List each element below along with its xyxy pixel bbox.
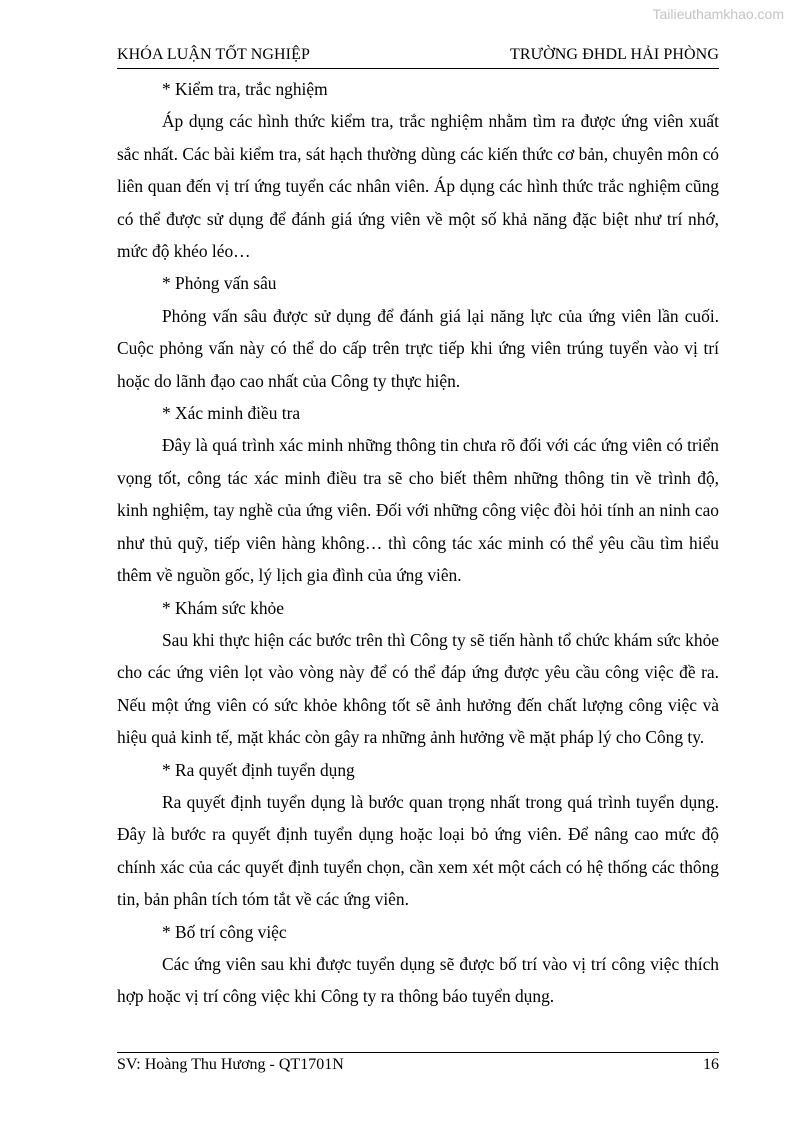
- section-heading: * Ra quyết định tuyển dụng: [162, 759, 355, 780]
- section-paragraph: Áp dụng các hình thức kiểm tra, trắc nghiệm nhằm tìm ra được ứng viên xuất sắc nhất. Các bài kiểm tra, sát hạch thường dùng các kiến thức cơ bản, chuyên môn có liên quan đến vị trí ứng tuyển các nhân viên. Áp dụng các hình thức trắc nghiệm cũng có thể được sử dụng để đánh giá ứng viên về một số khả năng đặc biệt như trí nhớ, mức độ khéo léo…: [117, 111, 719, 262]
- watermark: Tailieuthamkhao.com: [652, 6, 784, 22]
- footer-author: SV: Hoàng Thu Hương - QT1701N: [117, 1056, 344, 1073]
- section-heading: * Xác minh điều tra: [162, 403, 301, 424]
- header-left: KHÓA LUẬN TỐT NGHIỆP: [117, 46, 310, 63]
- section-paragraph: Đây là quá trình xác minh những thông tin chưa rõ đối với các ứng viên có triển vọng tốt, công tác xác minh điều tra sẽ cho biết thêm những thông tin về trình độ, kinh nghiệm, tay nghề của ứng viên. Đối với những công việc đòi hỏi tính an ninh cao như thủ quỹ, tiếp viên hàng không… thì công tác xác minh có thể yêu cầu tìm hiểu thêm về nguồn gốc, lý lịch gia đình của ứng viên.: [117, 435, 719, 586]
- header-right: TRƯỜNG ĐHDL HẢI PHÒNG: [509, 46, 719, 63]
- section-paragraph: Phỏng vấn sâu được sử dụng để đánh giá lại năng lực của ứng viên lần cuối. Cuộc phỏng vấn này có thể do cấp trên trực tiếp khi ứng viên trúng tuyển vào vị trí hoặc do lãnh đạo cao nhất của Công ty thực hiện.: [117, 305, 719, 391]
- page-content: [117, 73, 719, 1013]
- section-paragraph: Các ứng viên sau khi được tuyển dụng sẽ được bố trí vào vị trí công việc thích hợp hoặc vị trí công việc khi Công ty ra thông báo tuyển dụng.: [117, 953, 719, 1007]
- page-number: 16: [703, 1056, 719, 1073]
- section-heading: * Bố trí công việc: [162, 921, 287, 942]
- footer-rule: [117, 1052, 719, 1053]
- page-footer: [117, 1056, 719, 1074]
- section-heading: * Phỏng vấn sâu: [162, 273, 277, 294]
- section-paragraph: Sau khi thực hiện các bước trên thì Công ty sẽ tiến hành tổ chức khám sức khỏe cho các ứng viên lọt vào vòng này để có thể đáp ứng được yêu cầu công việc đề ra. Nếu một ứng viên có sức khỏe không tốt sẽ ảnh hưởng đến chất lượng công việc và hiệu quả kinh tế, mặt khác còn gây ra những ảnh hưởng về mặt pháp lý cho Công ty.: [117, 629, 719, 748]
- section-paragraph: Ra quyết định tuyển dụng là bước quan trọng nhất trong quá trình tuyển dụng. Đây là bước ra quyết định tuyển dụng hoặc loại bỏ ứng viên. Để nâng cao mức độ chính xác của các quyết định tuyển chọn, cần xem xét một cách có hệ thống các thông tin, bản phân tích tóm tắt về các ứng viên.: [117, 791, 719, 910]
- section-heading: * Kiểm tra, trắc nghiệm: [162, 79, 328, 99]
- page-header: [117, 46, 719, 64]
- header-rule: [117, 68, 719, 69]
- section-heading: * Khám sức khỏe: [162, 597, 284, 618]
